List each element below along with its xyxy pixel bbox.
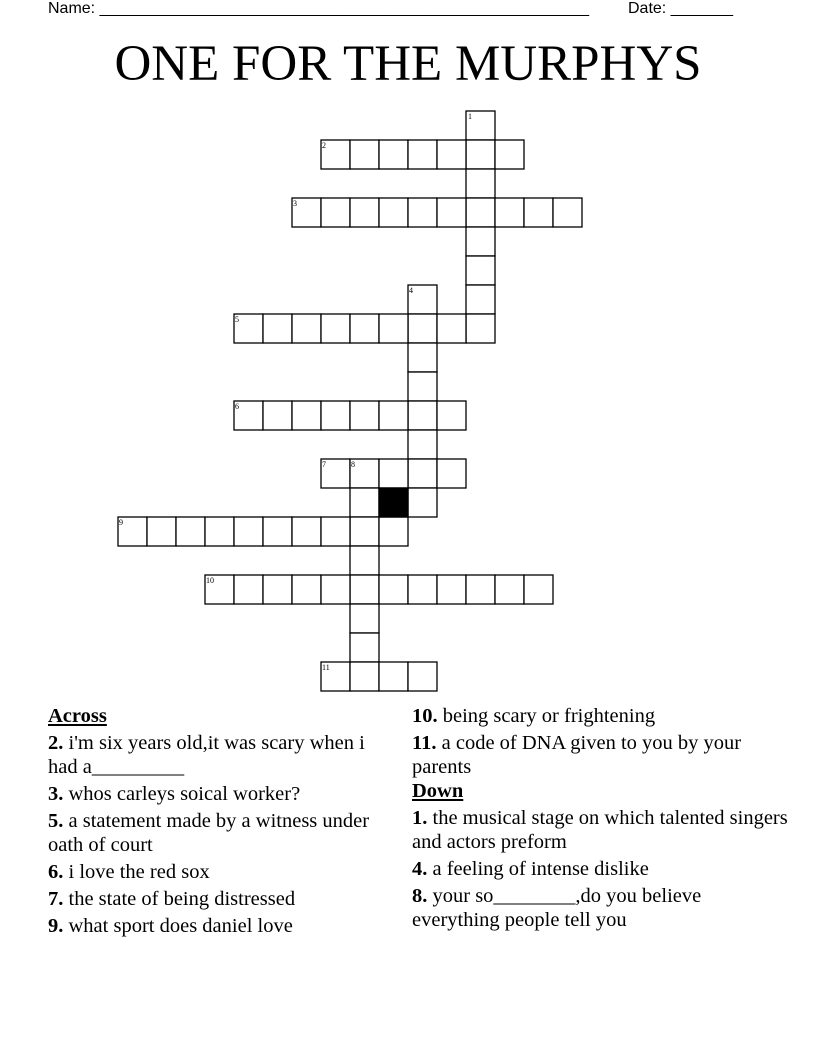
grid-cell[interactable] bbox=[408, 140, 437, 169]
grid-cell[interactable] bbox=[350, 662, 379, 691]
grid-cell[interactable] bbox=[437, 140, 466, 169]
grid-number-2: 2 bbox=[322, 141, 326, 150]
grid-number-7: 7 bbox=[322, 460, 326, 469]
grid-cell[interactable] bbox=[408, 372, 437, 401]
grid-number-10: 10 bbox=[206, 576, 214, 585]
grid-cell[interactable] bbox=[321, 314, 350, 343]
grid-cell[interactable] bbox=[495, 575, 524, 604]
grid-cell[interactable] bbox=[437, 198, 466, 227]
grid-cell[interactable] bbox=[321, 575, 350, 604]
grid-cell[interactable] bbox=[379, 459, 408, 488]
grid-cell[interactable] bbox=[263, 314, 292, 343]
grid-cell[interactable] bbox=[350, 546, 379, 575]
grid-cell[interactable] bbox=[321, 517, 350, 546]
grid-cell[interactable] bbox=[263, 517, 292, 546]
grid-cell[interactable] bbox=[524, 575, 553, 604]
grid-cell[interactable] bbox=[408, 401, 437, 430]
grid-cell[interactable] bbox=[466, 314, 495, 343]
grid-cell[interactable] bbox=[495, 198, 524, 227]
down-clue-4: 4. a feeling of intense dislike bbox=[412, 858, 649, 880]
grid-cell[interactable] bbox=[408, 459, 437, 488]
grid-cell[interactable] bbox=[408, 198, 437, 227]
grid-cell[interactable] bbox=[466, 198, 495, 227]
grid-cell[interactable] bbox=[263, 575, 292, 604]
grid-cell[interactable] bbox=[408, 488, 437, 517]
grid-number-1: 1 bbox=[468, 112, 472, 121]
grid-number-6: 6 bbox=[235, 402, 239, 411]
grid-cell[interactable] bbox=[176, 517, 205, 546]
grid-cell[interactable] bbox=[292, 575, 321, 604]
grid-cell[interactable] bbox=[350, 314, 379, 343]
grid-cell[interactable] bbox=[408, 343, 437, 372]
across-heading: Across bbox=[48, 705, 107, 727]
grid-number-4: 4 bbox=[409, 286, 413, 295]
grid-cell[interactable] bbox=[466, 140, 495, 169]
across-clue-3: 3. whos carleys soical worker? bbox=[48, 783, 301, 805]
grid-cell[interactable] bbox=[466, 575, 495, 604]
grid-cell[interactable] bbox=[466, 227, 495, 256]
across-clue-7: 7. the state of being distressed bbox=[48, 888, 296, 910]
grid-cell[interactable] bbox=[379, 198, 408, 227]
grid-cell[interactable] bbox=[466, 285, 495, 314]
grid-cell[interactable] bbox=[350, 517, 379, 546]
grid-number-3: 3 bbox=[293, 199, 297, 208]
grid-cell[interactable] bbox=[321, 198, 350, 227]
grid-cell[interactable] bbox=[147, 517, 176, 546]
grid-cell[interactable] bbox=[408, 662, 437, 691]
across-clue-10: 10. being scary or frightening bbox=[412, 705, 656, 727]
grid-number-5: 5 bbox=[235, 315, 239, 324]
grid-cell[interactable] bbox=[379, 401, 408, 430]
grid-number-11: 11 bbox=[322, 663, 330, 672]
grid-cell[interactable] bbox=[350, 401, 379, 430]
name-field-label: Name: _______________________________________________________ bbox=[48, 0, 589, 17]
grid-cell[interactable] bbox=[292, 314, 321, 343]
grid-cell[interactable] bbox=[234, 575, 263, 604]
grid-cell[interactable] bbox=[205, 517, 234, 546]
grid-cell[interactable] bbox=[437, 401, 466, 430]
grid-cell[interactable] bbox=[408, 575, 437, 604]
across-clue-5: 5. a statement made by a witness under oath of court bbox=[48, 810, 370, 856]
across-clue-6: 6. i love the red sox bbox=[48, 861, 210, 883]
grid-cell[interactable] bbox=[553, 198, 582, 227]
grid-cell[interactable] bbox=[321, 401, 350, 430]
grid-cell[interactable] bbox=[350, 633, 379, 662]
clues-right-column bbox=[412, 704, 792, 932]
across-clue-11: 11. a code of DNA given to you by your parents bbox=[412, 732, 742, 778]
grid-cell[interactable] bbox=[350, 198, 379, 227]
grid-cell[interactable] bbox=[379, 517, 408, 546]
grid-cell[interactable] bbox=[350, 140, 379, 169]
grid-cell[interactable] bbox=[350, 575, 379, 604]
grid-cell[interactable] bbox=[379, 662, 408, 691]
grid-cell[interactable] bbox=[263, 401, 292, 430]
clues-left-column bbox=[48, 704, 398, 938]
grid-cell[interactable] bbox=[524, 198, 553, 227]
grid-cell[interactable] bbox=[437, 314, 466, 343]
page-title: ONE FOR THE MURPHYS bbox=[114, 36, 702, 92]
grid-cell[interactable] bbox=[350, 488, 379, 517]
grid-cell[interactable] bbox=[379, 575, 408, 604]
grid-cell[interactable] bbox=[495, 140, 524, 169]
grid-cell[interactable] bbox=[466, 169, 495, 198]
grid-cell[interactable] bbox=[379, 314, 408, 343]
grid-cell[interactable] bbox=[292, 401, 321, 430]
grid-cell[interactable] bbox=[408, 430, 437, 459]
grid-cell[interactable] bbox=[466, 256, 495, 285]
grid-cell[interactable] bbox=[234, 517, 263, 546]
down-clue-1: 1. the musical stage on which talented singers and actors preform bbox=[412, 807, 788, 853]
down-heading: Down bbox=[412, 780, 464, 802]
grid-cell[interactable] bbox=[379, 140, 408, 169]
grid-cell[interactable] bbox=[292, 517, 321, 546]
grid-black-square bbox=[379, 488, 408, 517]
across-clue-9: 9. what sport does daniel love bbox=[48, 915, 293, 937]
down-clue-8: 8. your so________,do you believe everything people tell you bbox=[412, 885, 702, 931]
grid-cell[interactable] bbox=[437, 459, 466, 488]
grid-cell[interactable] bbox=[350, 604, 379, 633]
grid-number-8: 8 bbox=[351, 460, 355, 469]
date-field-label: Date: _______ bbox=[628, 0, 733, 17]
across-clue-2: 2. i'm six years old,it was scary when i had a_________ bbox=[48, 732, 365, 778]
grid-number-9: 9 bbox=[119, 518, 123, 527]
grid-cell[interactable] bbox=[437, 575, 466, 604]
grid-cell[interactable] bbox=[408, 314, 437, 343]
